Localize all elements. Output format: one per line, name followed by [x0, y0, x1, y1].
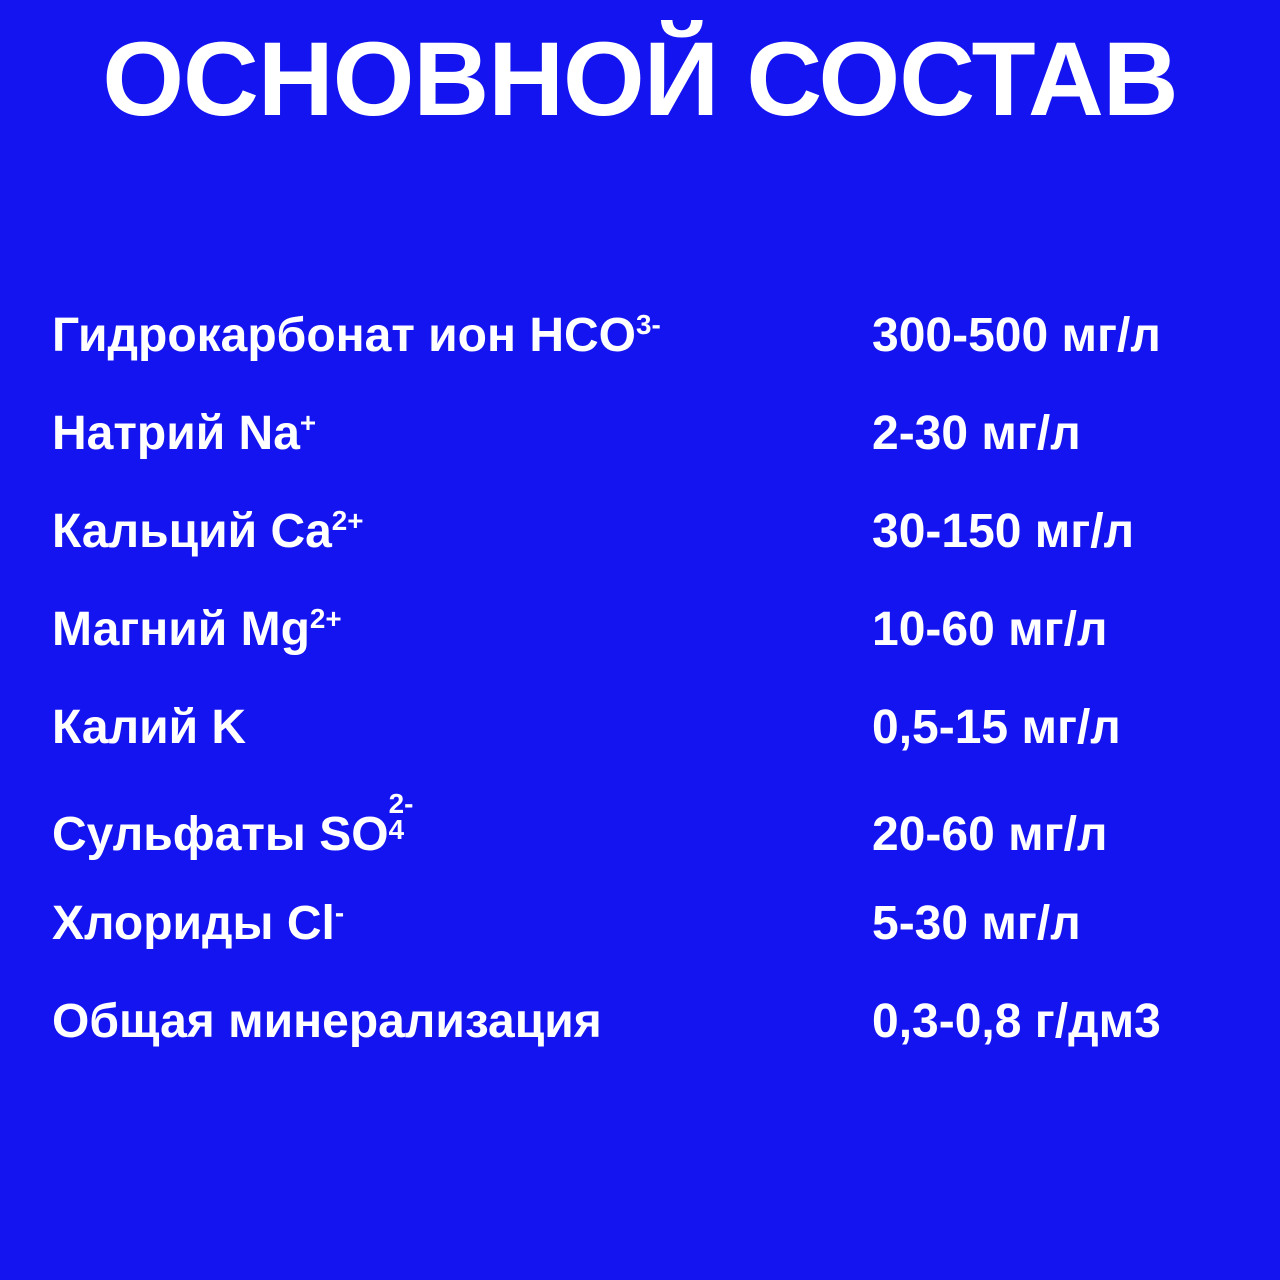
component-name [52, 788, 872, 861]
component-value: 0,5-15 мг/л [872, 701, 1121, 754]
component-name-sub-sup [388, 788, 419, 850]
component-name-superscript: + [299, 407, 317, 438]
component-value: 20-60 мг/л [872, 808, 1108, 861]
component-value: 2-30 мг/л [872, 407, 1081, 460]
component-name-superscript: 2+ [331, 505, 364, 536]
component-value: 30-150 мг/л [872, 505, 1135, 558]
component-name [52, 309, 872, 362]
component-name-subscript: 4 [388, 814, 405, 846]
composition-table [52, 309, 1232, 1096]
component-name-base: Сульфаты SO [52, 808, 389, 861]
component-name-superscript: 2+ [309, 603, 342, 634]
component-name-superscript: 3- [636, 309, 661, 340]
component-name-base: Натрий Na [52, 407, 300, 460]
component-value: 10-60 мг/л [872, 603, 1108, 656]
component-value: 0,3-0,8 г/дм3 [872, 995, 1161, 1048]
table-row [52, 995, 1232, 1096]
table-row [52, 788, 1232, 900]
table-row [52, 309, 1232, 410]
component-name-base: Гидрокарбонат ион HCO [52, 309, 636, 362]
table-row [52, 897, 1232, 998]
table-row [52, 701, 1232, 802]
component-name-base: Общая минерализация [52, 995, 602, 1048]
component-value: 5-30 мг/л [872, 897, 1081, 950]
component-name-base: Хлориды Cl [52, 897, 335, 950]
component-name [52, 603, 872, 656]
component-name-superscript: - [334, 897, 345, 928]
page-title: ОСНОВНОЙ СОСТАВ [102, 21, 1178, 138]
component-name-base: Кальций Ca [52, 505, 332, 558]
component-name-base: Калий K [52, 701, 247, 754]
component-name [52, 897, 872, 950]
component-name [52, 407, 872, 460]
table-row [52, 505, 1232, 606]
component-name [52, 995, 872, 1048]
component-name-superscript: 2- [388, 788, 414, 820]
component-name [52, 505, 872, 558]
component-value: 300-500 мг/л [872, 309, 1161, 362]
table-row [52, 603, 1232, 704]
component-name-base: Магний Mg [52, 603, 310, 656]
table-row [52, 407, 1232, 508]
component-name [52, 701, 872, 754]
